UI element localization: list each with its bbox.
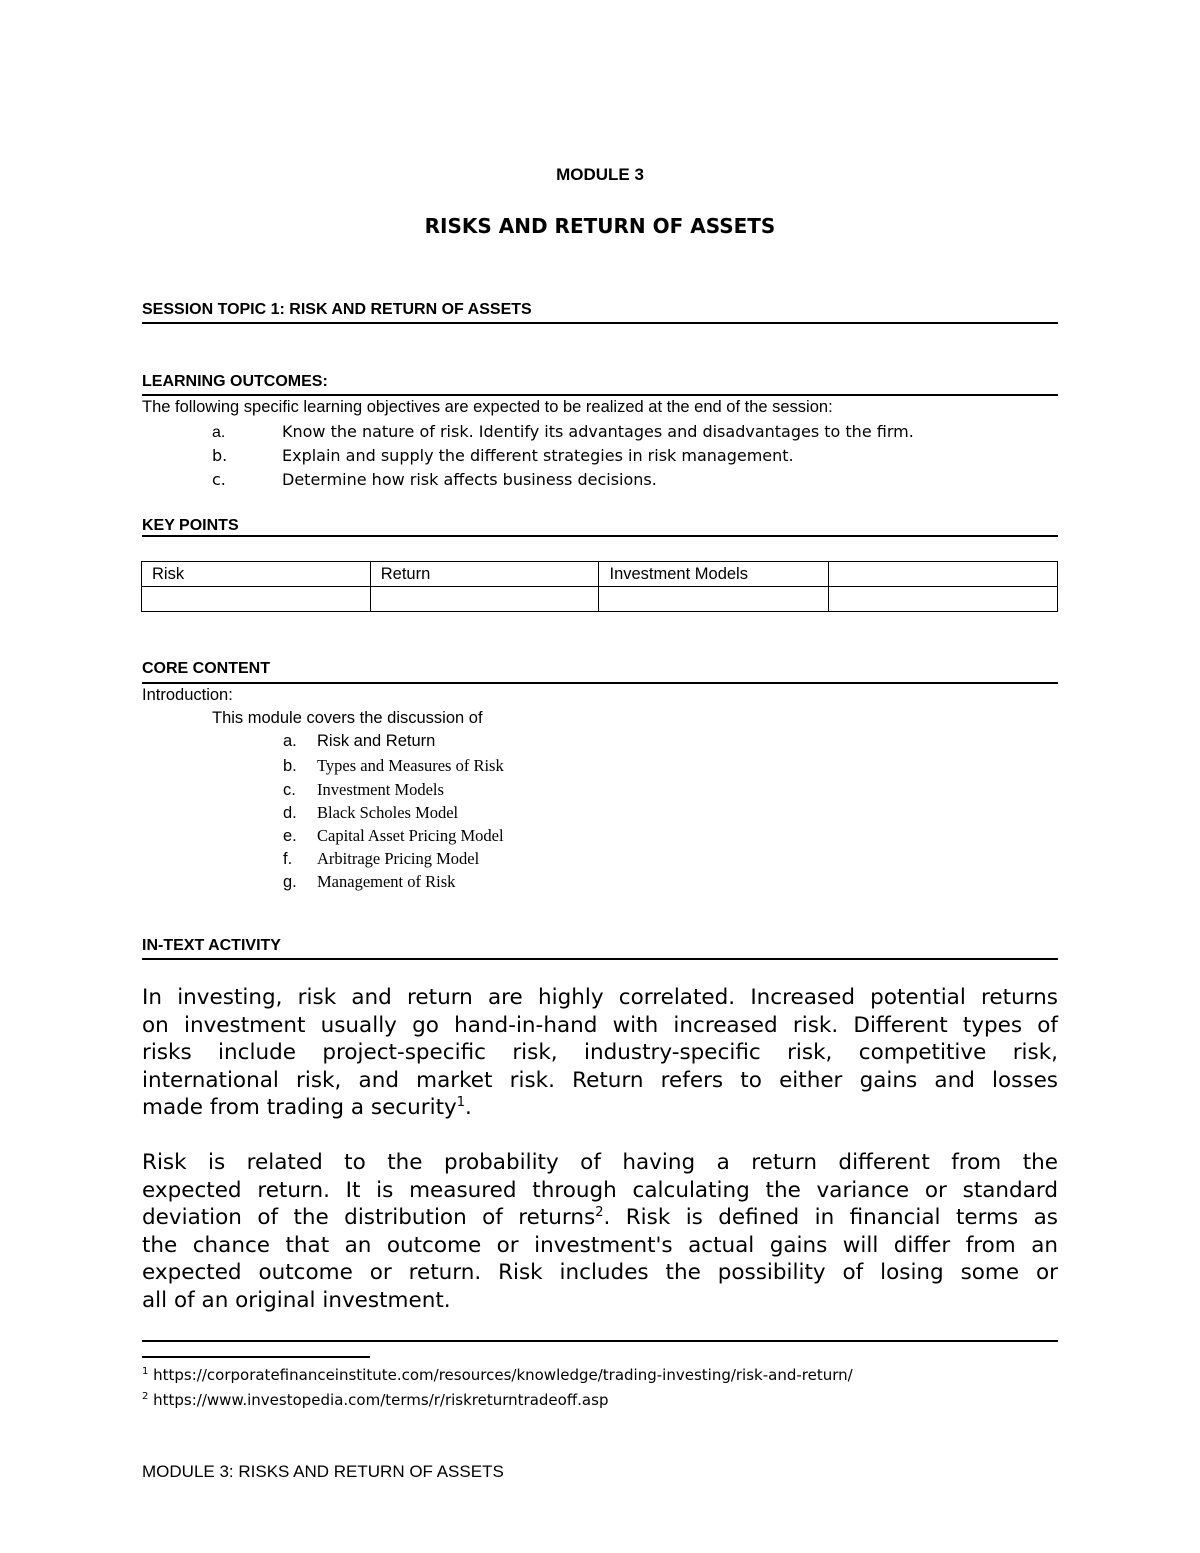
paragraph-line: international risk, and market risk. Return refers to either gains and losses <box>142 1067 1058 1093</box>
learning-outcome-item <box>212 470 657 490</box>
paragraph-line: In investing, risk and return are highly correlated. Increased potential returns <box>142 985 1058 1010</box>
footnote-ref: 1 <box>456 1094 466 1110</box>
paragraph-line: Risk is related to the probability of having a return different from the <box>142 1150 1058 1175</box>
list-marker: f. <box>283 850 293 868</box>
learning-outcome-item <box>212 446 794 466</box>
footnote-text[interactable]: https://www.investopedia.com/terms/r/riskreturntradeoff.asp <box>148 1391 609 1409</box>
table-cell <box>142 587 371 612</box>
footnote <box>142 1391 608 1409</box>
table-row <box>142 587 1058 612</box>
line-text: deviation of the distribution of returns <box>142 1205 596 1230</box>
footnote-text[interactable]: https://corporatefinanceinstitute.com/resources/knowledge/trading-investing/risk-and-return/ <box>148 1366 853 1384</box>
table-cell: Investment Models <box>599 562 829 587</box>
paragraph-line: expected return. It is measured through calculating the variance or standard <box>142 1177 1058 1203</box>
list-item-text: Determine how risk affects business decisions. <box>282 470 657 489</box>
core-content-heading: CORE CONTENT <box>142 660 270 677</box>
table-row <box>142 562 1058 587</box>
learning-outcomes-heading: LEARNING OUTCOMES: <box>142 373 328 390</box>
paragraph-line: expected outcome or return. Risk includes the possibility of losing some or <box>142 1260 1058 1285</box>
paragraph-line: risks include project-specific risk, industry-specific risk, competitive risk, <box>142 1040 1058 1065</box>
in-text-activity-rule <box>142 958 1058 960</box>
list-item-text: Risk and Return <box>317 732 436 750</box>
paragraph-line: on investment usually go hand-in-hand with increased risk. Different types of <box>142 1012 1058 1038</box>
table-cell: Risk <box>142 562 371 587</box>
table-cell: Return <box>370 562 599 587</box>
list-marker: a. <box>212 424 226 441</box>
core-content-item <box>283 803 458 823</box>
module-number: MODULE 3 <box>556 165 644 184</box>
table-cell <box>370 587 599 612</box>
session-topic-rule <box>142 322 1058 324</box>
table-cell <box>829 587 1058 612</box>
core-content-item <box>283 872 455 892</box>
footnote-separator-short <box>142 1356 370 1358</box>
list-item-text: Capital Asset Pricing Model <box>317 826 504 845</box>
core-content-intro: Introduction: <box>142 686 233 704</box>
paragraph-line <box>142 1094 1058 1122</box>
key-points-table <box>141 561 1058 612</box>
key-points-heading: KEY POINTS <box>142 517 239 534</box>
line-text: . Risk is defined in financial terms as <box>603 1205 1058 1230</box>
paragraph-line: all of an original investment. <box>142 1287 451 1313</box>
table-cell <box>829 562 1058 587</box>
list-item-text: Black Scholes Model <box>317 803 459 822</box>
document-title: RISKS AND RETURN OF ASSETS <box>424 214 776 238</box>
list-item-text: Know the nature of risk. Identify its advantages and disadvantages to the firm. <box>282 422 914 441</box>
paragraph-line: the chance that an outcome or investment's actual gains will differ from an <box>142 1232 1058 1258</box>
core-content-item <box>283 732 435 751</box>
list-item-text: Investment Models <box>317 780 444 799</box>
list-marker: d. <box>283 804 297 822</box>
learning-outcome-item <box>212 422 914 442</box>
activity-paragraph-1 <box>142 984 1058 1122</box>
core-content-item <box>283 826 504 846</box>
core-content-item <box>283 756 504 776</box>
core-content-item <box>283 849 479 869</box>
list-item-text: Arbitrage Pricing Model <box>317 849 480 868</box>
learning-outcomes-intro: The following specific learning objectives are expected to be realized at the end of the session: <box>142 398 833 416</box>
footnote-separator-long <box>142 1340 1058 1342</box>
list-marker: b. <box>212 446 228 465</box>
learning-outcomes-rule <box>142 394 1058 396</box>
footnote-marker: 2 <box>142 1391 149 1402</box>
paragraph-line <box>142 1204 1058 1232</box>
line-end: . <box>465 1095 472 1120</box>
list-item-text: Management of Risk <box>317 872 456 891</box>
footnote-ref: 2 <box>595 1204 604 1220</box>
list-marker: b. <box>283 757 297 775</box>
session-topic-heading: SESSION TOPIC 1: RISK AND RETURN OF ASSETS <box>142 301 532 318</box>
list-marker: g. <box>283 873 297 891</box>
footnote <box>142 1366 853 1384</box>
page-footer: MODULE 3: RISKS AND RETURN OF ASSETS <box>142 1462 504 1481</box>
list-marker: a. <box>283 732 297 750</box>
list-marker: c. <box>212 470 226 489</box>
in-text-activity-heading: IN-TEXT ACTIVITY <box>142 937 281 954</box>
list-item-text: Types and Measures of Risk <box>317 756 504 775</box>
line-text: made from trading a security <box>142 1095 457 1120</box>
core-content-item <box>283 780 444 800</box>
footnote-marker: 1 <box>142 1366 149 1377</box>
table-cell <box>599 587 829 612</box>
key-points-rule <box>142 535 1058 537</box>
core-content-lead: This module covers the discussion of <box>212 709 483 727</box>
list-marker: c. <box>283 781 296 799</box>
list-marker: e. <box>283 827 297 845</box>
list-item-text: Explain and supply the different strategies in risk management. <box>282 446 794 465</box>
activity-paragraph-2 <box>142 1149 1058 1314</box>
core-content-rule <box>142 682 1058 684</box>
